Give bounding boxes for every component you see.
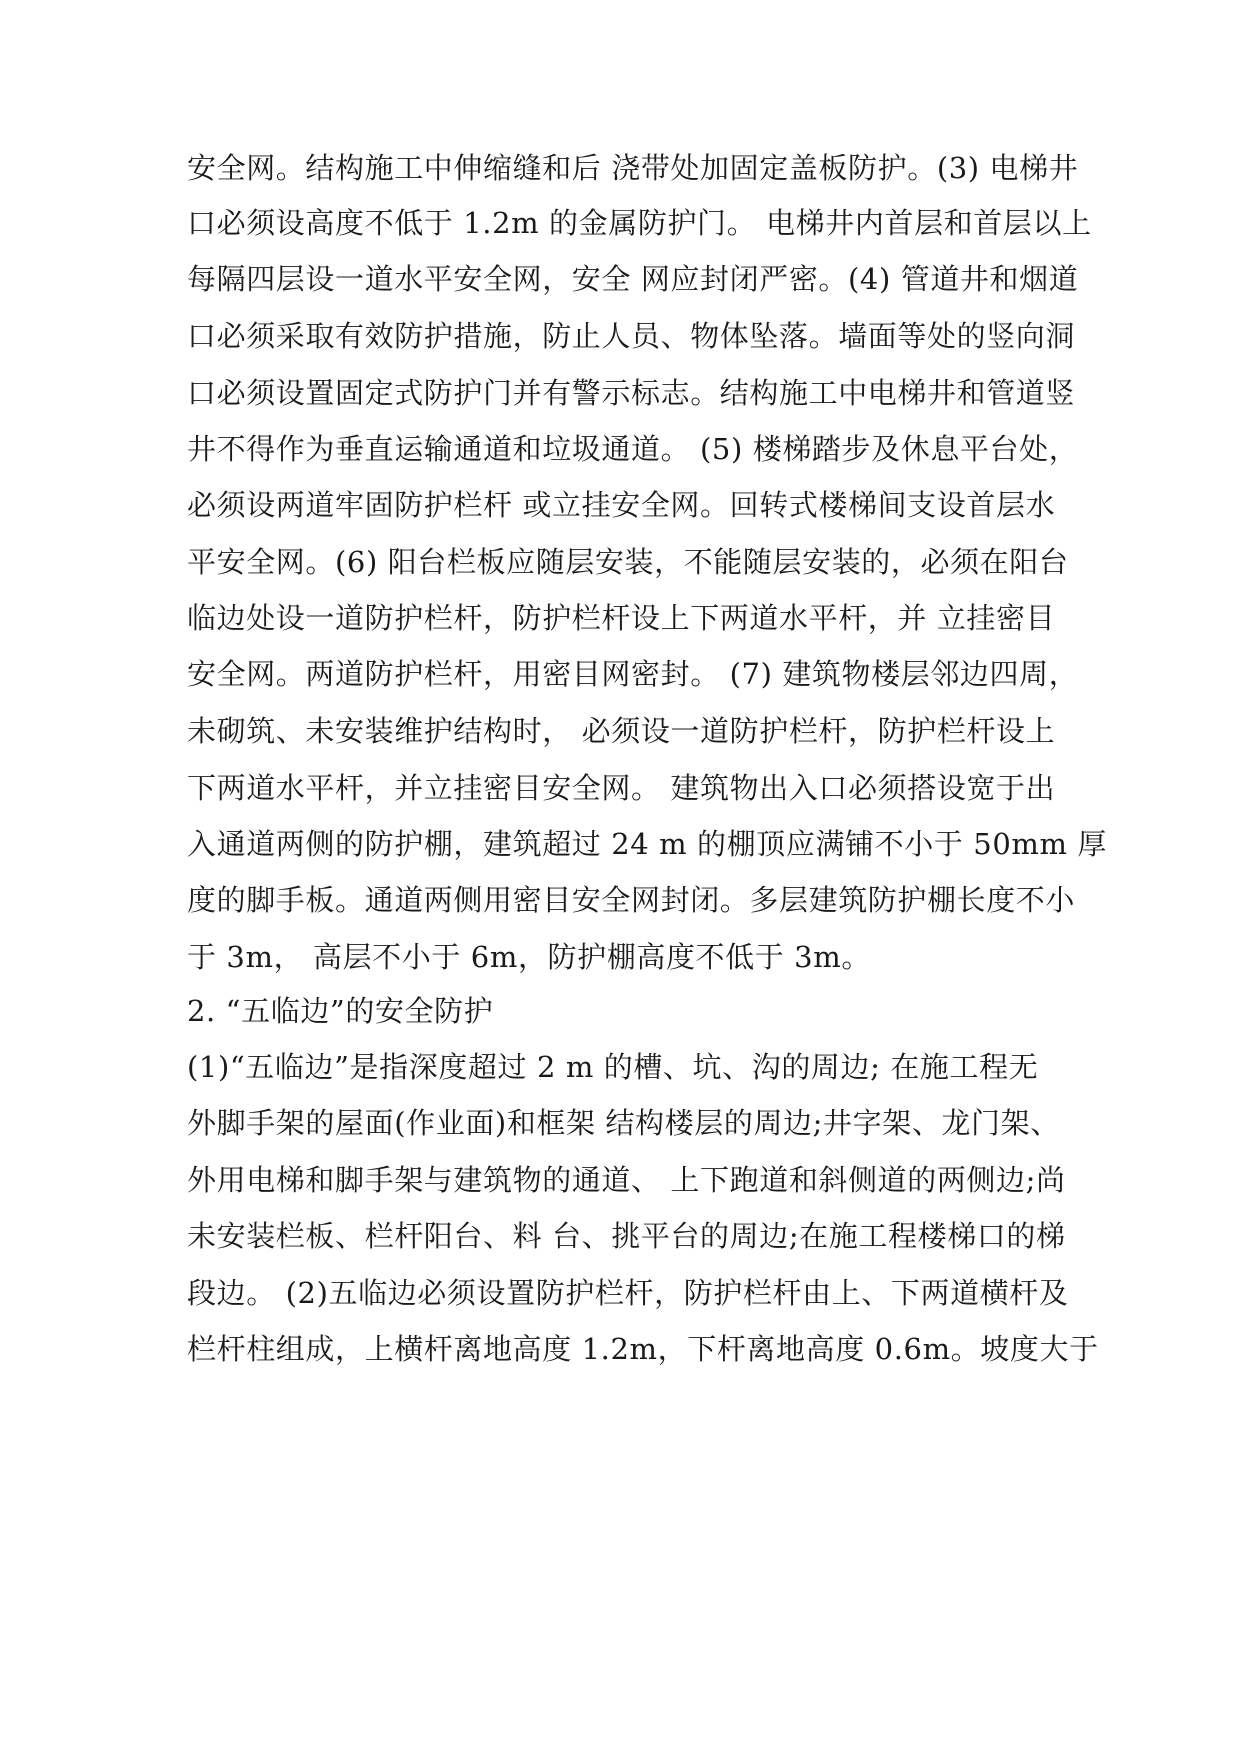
text-line: 度的脚手板。通道两侧用密目安全网封闭。多层建筑防护棚长度不小 — [187, 883, 1076, 917]
text-line: 口必须设高度不低于 1.2m 的金属防护门。 电梯井内首层和首层以上 — [187, 206, 1092, 240]
text-line: 未砌筑、未安装维护结构时， 必须设一道防护栏杆，防护栏杆设上 — [187, 714, 1056, 748]
text-line: 安全网。结构施工中伸缩缝和后 浇带处加固定盖板防护。(3) 电梯井 — [187, 151, 1079, 185]
text-line: 入通道两侧的防护棚，建筑超过 24 m 的棚顶应满铺不小于 50mm 厚 — [187, 827, 1107, 861]
section-heading: 2. “五临边”的安全防护 — [187, 994, 494, 1028]
text-line: 每隔四层设一道水平安全网，安全 网应封闭严密。(4) 管道井和烟道 — [187, 262, 1079, 296]
text-line: 栏杆柱组成，上横杆离地高度 1.2m，下杆离地高度 0.6m。坡度大于 — [187, 1332, 1099, 1366]
text-line: 下两道水平杆，并立挂密目安全网。 建筑物出入口必须搭设宽于出 — [187, 771, 1056, 805]
text-line: 外用电梯和脚手架与建筑物的通道、 上下跑道和斜侧道的两侧边;尚 — [187, 1163, 1066, 1197]
text-line: 平安全网。(6) 阳台栏板应随层安装，不能随层安装的，必须在阳台 — [187, 545, 1069, 579]
text-line: 段边。 (2)五临边必须设置防护栏杆，防护栏杆由上、下两道横杆及 — [187, 1276, 1069, 1310]
text-line: 未安装栏板、栏杆阳台、料 台、挑平台的周边;在施工程楼梯口的梯 — [187, 1219, 1066, 1253]
text-line: 于 3m， 高层不小于 6m，防护棚高度不低于 3m。 — [187, 940, 871, 974]
text-line: 口必须采取有效防护措施，防止人员、物体坠落。墙面等处的竖向洞 — [187, 319, 1076, 353]
text-line: 必须设两道牢固防护栏杆 或立挂安全网。回转式楼梯间支设首层水 — [187, 488, 1056, 522]
text-line: (1)“五临边”是指深度超过 2 m 的槽、坑、沟的周边; 在施工程无 — [187, 1050, 1039, 1084]
text-line: 外脚手架的屋面(作业面)和框架 结构楼层的周边;井字架、龙门架、 — [187, 1106, 1060, 1140]
text-line: 临边处设一道防护栏杆，防护栏杆设上下两道水平杆，并 立挂密目 — [187, 601, 1056, 635]
text-line: 口必须设置固定式防护门并有警示标志。结构施工中电梯井和管道竖 — [187, 376, 1076, 410]
text-line: 井不得作为垂直运输通道和垃圾通道。 (5) 楼梯踏步及休息平台处， — [187, 432, 1079, 466]
text-line: 安全网。两道防护栏杆，用密目网密封。 (7) 建筑物楼层邻边四周， — [187, 657, 1079, 691]
